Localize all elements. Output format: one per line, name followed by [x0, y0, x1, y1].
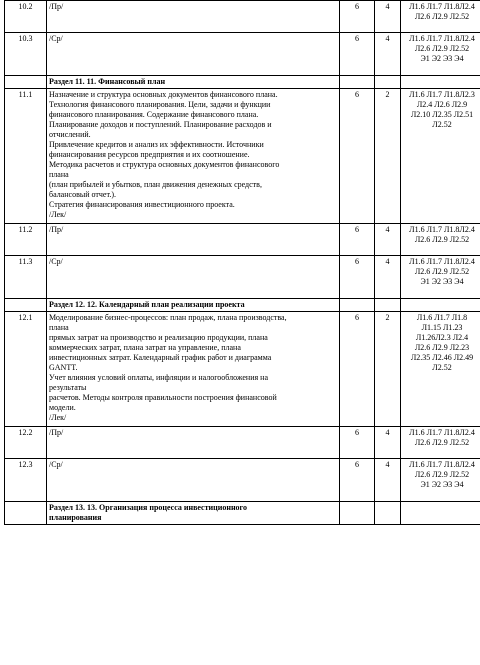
hours-cell: 2: [375, 312, 401, 427]
topic-line: /Ср/: [49, 34, 63, 43]
curriculum-table: [4, 0, 480, 525]
literature-cell: [401, 427, 480, 459]
topic-line: Стратегия финансирования инвестиционного проекта.: [49, 200, 235, 209]
row-number: 12.3: [5, 459, 47, 502]
literature-line: Л1.6 Л1.7 Л1.8Л2.4: [409, 257, 475, 266]
topic-line: финансового планирования. Содержание финансового плана.: [49, 110, 259, 119]
literature-line: Л2.35 Л2.46 Л2.49: [410, 353, 474, 362]
topic-line: планирования: [49, 513, 102, 522]
literature-line: Л2.6 Л2.9 Л2.52: [414, 12, 470, 21]
section-row: [5, 299, 480, 312]
topic-line: Технология финансового планирования. Цели, задачи и функции: [49, 100, 271, 109]
literature-cell: [401, 256, 480, 299]
hours-cell: 4: [375, 33, 401, 76]
literature-cell: [401, 1, 480, 33]
semester-cell: 6: [340, 256, 375, 299]
semester-cell: 6: [340, 224, 375, 256]
literature-line: Л1.6 Л1.7 Л1.8: [416, 313, 468, 322]
topic-line: GANTT.: [49, 363, 78, 372]
section-title: [47, 502, 340, 525]
literature-line: Э1 Э2 Э3 Э4: [420, 480, 464, 489]
row-number: 12.2: [5, 427, 47, 459]
literature-cell: [401, 312, 480, 427]
topic-line: /Ср/: [49, 460, 63, 469]
hours-cell: [375, 502, 401, 525]
literature-line: Л1.6 Л1.7 Л1.8Л2.4: [409, 34, 475, 43]
literature-cell: [401, 224, 480, 256]
topic-cell: [47, 1, 340, 33]
topic-cell: [47, 312, 340, 427]
topic-line: плана: [49, 323, 69, 332]
topic-line: /Пр/: [49, 225, 64, 234]
row-number: [5, 76, 47, 89]
topic-line: /Пр/: [49, 2, 64, 11]
topic-cell: [47, 89, 340, 224]
literature-line: Э1 Э2 Э3 Э4: [420, 54, 464, 63]
topic-line: модели.: [49, 403, 76, 412]
topic-line: финансирования ресурсов предприятия и их соотношение.: [49, 150, 250, 159]
topic-line: инвестиционных затрат. Календарный график работ и диаграмма: [49, 353, 272, 362]
literature-cell: [401, 502, 480, 525]
literature-line: Л1.26Л2.3 Л2.4: [415, 333, 469, 342]
topic-cell: [47, 256, 340, 299]
topic-line: коммерческих затрат, плана затрат на управление, плана: [49, 343, 241, 352]
literature-line: Э1 Э2 Э3 Э4: [420, 277, 464, 286]
row-number: 10.2: [5, 1, 47, 33]
topic-line: Учет влияния условий оплаты, инфляции и налогообложения на: [49, 373, 269, 382]
literature-cell: [401, 33, 480, 76]
row-number: 10.3: [5, 33, 47, 76]
topic-line: Раздел 12. 12. Календарный план реализации проекта: [49, 300, 245, 309]
row-number: 11.3: [5, 256, 47, 299]
literature-line: Л2.6 Л2.9 Л2.52: [414, 470, 470, 479]
hours-cell: 4: [375, 224, 401, 256]
topic-line: /Пр/: [49, 428, 64, 437]
topic-line: /Ср/: [49, 257, 63, 266]
table-row: [5, 224, 480, 256]
literature-cell: [401, 299, 480, 312]
topic-line: Раздел 13. 13. Организация процесса инвестиционного: [49, 503, 247, 512]
hours-cell: [375, 299, 401, 312]
literature-cell: [401, 459, 480, 502]
topic-cell: [47, 459, 340, 502]
semester-cell: 6: [340, 459, 375, 502]
literature-line: Л1.15 Л1.23: [421, 323, 463, 332]
literature-cell: [401, 76, 480, 89]
topic-line: расчетов. Методы контроля правильности построения финансовой: [49, 393, 277, 402]
literature-line: Л2.6 Л2.9 Л2.52: [414, 267, 470, 276]
row-number: 11.2: [5, 224, 47, 256]
semester-cell: [340, 76, 375, 89]
semester-cell: 6: [340, 427, 375, 459]
semester-cell: 6: [340, 33, 375, 76]
topic-line: Привлечение кредитов и анализ их эффективности. Источники: [49, 140, 264, 149]
table-row: [5, 459, 480, 502]
topic-line: Моделирование бизнес-процессов: план продаж, плана производства,: [49, 313, 287, 322]
topic-line: Раздел 11. 11. Финансовый план: [49, 77, 166, 86]
topic-line: результаты: [49, 383, 87, 392]
semester-cell: 6: [340, 312, 375, 427]
hours-cell: 4: [375, 459, 401, 502]
semester-cell: [340, 299, 375, 312]
topic-line: прямых затрат на производство и реализацию продукции, плана: [49, 333, 268, 342]
topic-line: отчислений.: [49, 130, 91, 139]
literature-line: Л1.6 Л1.7 Л1.8Л2.4: [409, 2, 475, 11]
literature-line: Л2.6 Л2.9 Л2.52: [414, 438, 470, 447]
section-title: [47, 76, 340, 89]
row-number: [5, 299, 47, 312]
hours-cell: 4: [375, 427, 401, 459]
literature-line: Л1.6 Л1.7 Л1.8Л2.4: [409, 428, 475, 437]
literature-line: Л1.6 Л1.7 Л1.8Л2.4: [409, 225, 475, 234]
topic-line: /Лек/: [49, 413, 67, 422]
literature-line: Л2.52: [432, 363, 452, 372]
topic-line: Планирование доходов и поступлений. Планирование расходов и: [49, 120, 272, 129]
section-row: [5, 502, 480, 525]
semester-cell: 6: [340, 1, 375, 33]
topic-cell: [47, 224, 340, 256]
hours-cell: 2: [375, 89, 401, 224]
table-row: [5, 312, 480, 427]
row-number: 12.1: [5, 312, 47, 427]
table-body: [5, 1, 480, 525]
semester-cell: 6: [340, 89, 375, 224]
topic-cell: [47, 33, 340, 76]
table-row: [5, 33, 480, 76]
topic-line: балансовый отчет.).: [49, 190, 117, 199]
hours-cell: [375, 76, 401, 89]
literature-line: Л2.6 Л2.9 Л2.23: [414, 343, 470, 352]
section-row: [5, 76, 480, 89]
table-row: [5, 89, 480, 224]
literature-line: Л2.6 Л2.9 Л2.52: [414, 235, 470, 244]
topic-cell: [47, 427, 340, 459]
row-number: 11.1: [5, 89, 47, 224]
table-row: [5, 427, 480, 459]
literature-line: Л2.10 Л2.35 Л2.51: [410, 110, 474, 119]
topic-line: (план прибылей и убытков, план движения денежных средств,: [49, 180, 262, 189]
table-row: [5, 256, 480, 299]
topic-line: плана: [49, 170, 69, 179]
literature-line: Л2.4 Л2.6 Л2.9: [416, 100, 468, 109]
hours-cell: 4: [375, 256, 401, 299]
literature-cell: [401, 89, 480, 224]
hours-cell: 4: [375, 1, 401, 33]
table-row: [5, 1, 480, 33]
literature-line: Л2.6 Л2.9 Л2.52: [414, 44, 470, 53]
literature-line: Л1.6 Л1.7 Л1.8Л2.4: [409, 460, 475, 469]
section-title: [47, 299, 340, 312]
literature-line: Л1.6 Л1.7 Л1.8Л2.3: [409, 90, 475, 99]
topic-line: Назначение и структура основных документов финансового плана.: [49, 90, 278, 99]
topic-line: Методика расчетов и структура основных документов финансового: [49, 160, 280, 169]
semester-cell: [340, 502, 375, 525]
literature-line: Л2.52: [432, 120, 452, 129]
row-number: [5, 502, 47, 525]
topic-line: /Лек/: [49, 210, 67, 219]
